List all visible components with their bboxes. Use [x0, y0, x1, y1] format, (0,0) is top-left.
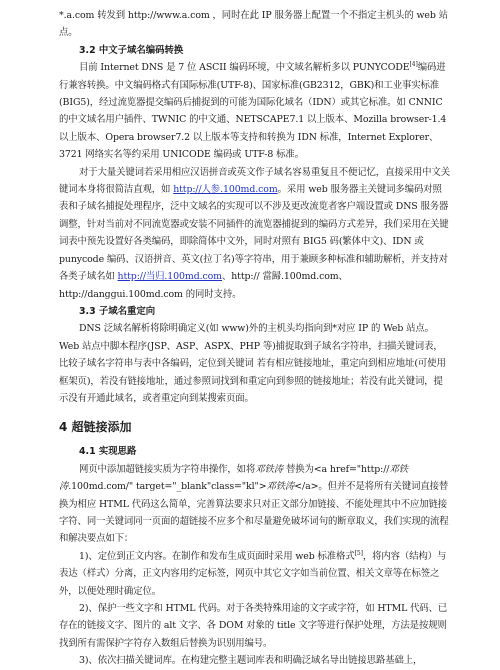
link-renshen[interactable]: http://人参.100md.com [173, 184, 278, 196]
keyword-italic: 邓铁涛 [255, 463, 284, 475]
text-run: 编码进行兼容转换。中文编码格式有国际标准(UTF-8)、国家标准(GB2312，GBK)和工业事实标准(BIG5)，经过流览器提交编码后捕捉到的可能为国际化域名（IDN）或其它标准。如 CNNIC 的中文域名用户插件、TWNIC 的中文通、NETSCAPE7.1 以上版本、Mozilla browser-1.4 以上版本、Opera browser7.2 以上版本等支持和转换为 IDN 标准，Internet Explorer、3721 网络实名等约采用 UNICODE 编码或 UTF-8 标准。 [59, 62, 447, 161]
paragraph-4-1-1 [59, 461, 450, 548]
text-run: ，将内容（结构）与表达（样式）分离，正文内容用约定标签，网页中其它文字如当前位置、相关文章等在标签之外，以便处理时确定位。 [59, 550, 447, 597]
paragraph-4-1-4: 3)、依次扫描关键词库。在构建完整主题词库表和明确泛域名导出链接思路基础上， [79, 655, 423, 667]
citation-5: [5] [354, 549, 363, 557]
text-run: 替换为<a href="http:// [283, 463, 390, 475]
text-run: 。采用 web 服务器主关键词多编码对照表和子域名捕捉处理程序，泛中文域名的实现可以不涉及更改流览者客户端设置或 DNS 服务器调整，针对当前对不同流览器或安装不同插件的流览器捕捉到的编码方式差异，我们采用在关键词表中预先设置好各类编码，即除简体中文外，同时对照有 BIG5 码(繁体中文)、IDN 或 punycode 编码、汉语拼音、英文(拉丁名)等字符串，用于兼顾多种标准和辅助解析，并支持对各类子域名如 [59, 184, 449, 283]
paragraph-3-2-2 [59, 164, 450, 303]
text-run: 1)、定位到正文内容。在制作和发布生成页面时采用 web 标准格式 [79, 550, 355, 562]
section-3-2-heading: 3.2 中文子域名编码转换 [79, 44, 184, 56]
link-danggui[interactable]: http://当归.100md.com [117, 271, 222, 283]
text-run: 目前 Internet DNS 是 7 位 ASCII 编码环境，中文域名解析多以 PUNYCODE [79, 62, 410, 74]
section-3-3-heading: 3.3 子域名重定向 [79, 305, 156, 317]
paragraph-3-3-1: DNS 泛域名解析将除明确定义(如 www)外的主机头均指向到*对应 IP 的 Web 站点。Web 站点中脚本程序(JSP、ASP、ASPX、PHP 等)捕捉取到子域名字符串，扫描关键词表，比较子域名字符串与表中各编码，定位到关键词 若有相应链接地址，重定向到相应地址(可使用框架页)，若没有链接地址，通过参照词找到和重定向到参照的链接地址；若没有此关键词，提示没有开通此域名，或者重定向到某搜索页面。 [59, 323, 446, 404]
text-run: 网页中添加超链接实质为字符串操作，如将 [79, 463, 256, 475]
paragraph-intro: *.a.com 转发到 http://www.a.com ，同时在此 IP 服务器上配置一个不指定主机头的 web 站点。 [59, 10, 448, 39]
keyword-italic: 邓铁涛 [266, 481, 295, 493]
text-run: 、http:// 當歸.100md.com、http://danggui.100md.com 的同时支持。 [59, 271, 348, 300]
paragraph-4-1-3: 2)、保护一些文字和 HTML 代码。对于各类特殊用途的文字或字符，如 HTML 代码、已存在的链接文字、图片的 alt 文字、各 DOM 对象的 title 文字等进行保护处理，方法是按规则找到所有需保护字符存入数组后替换为识别用编号。 [59, 603, 448, 649]
text-run: .100md.com/" target="_blank"class="kl"> [68, 481, 267, 493]
section-4-1-heading: 4.1 实现思路 [79, 446, 137, 458]
text-run: </a>。但并不是将所有关键词直接替换为相应 HTML 代码这么简单，完善算法要求只对正文部分加链接、不能处理其中不应加链接字符、同一关键词同一页面的超链接不应多个和尽量避免破坏词句的断章取义，我们实现的流程和解决要点如下： [59, 481, 449, 545]
text-run: 对于大量关键词若采用相应汉语拼音或英文作子域名容易重复且不便记忆，直接采用中文关键词本身将很简洁直观，如 [59, 166, 451, 196]
paragraph-4-1-2 [59, 548, 450, 600]
section-4-heading: 4 超链接添加 [59, 420, 132, 435]
citation-4: [4] [409, 61, 418, 69]
keyword-italic: 邓铁涛 [59, 463, 408, 493]
paragraph-3-2-1 [59, 59, 450, 163]
